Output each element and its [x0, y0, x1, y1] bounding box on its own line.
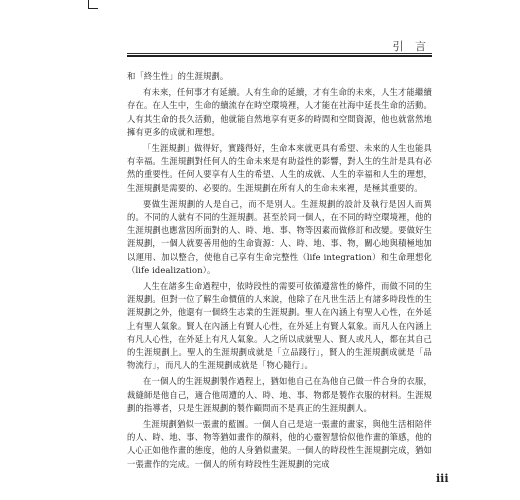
header-rule-thick: [127, 55, 432, 57]
paragraph: 「生涯規劃」做得好，實踐得好，生命本來就更具有希望、未來的人生也能具有幸福。生涯規劃對任何人的生命未來是有助益性的影響，對人生的生計是具有必然的重要性。任何人要享有人生的希望、人生的成就、人生的幸福和人生的理想，生涯規劃是需要的、必要的。生涯規劃在所有人的生命未來裡，是極其重要的。: [127, 143, 432, 193]
header-rule-thin: [127, 53, 432, 54]
paragraph: 人生在諸多生命過程中，依時段性的需要可依循遵當性的條件，而做不同的生涯規劃。但對一位了解生命價值的人來說，他除了在凡世生活上有諸多時段性的生涯規劃之外，他還有一個終生志業的生涯規劃。聖人在內涵上有聖人心性，在外延上有聖人氣象。賢人在內涵上有賢人心性，在外延上有賢人氣象。而凡人在內涵上有凡人心性，在外延上有凡人氣象。人之所以成就聖人、賢人或凡人，都在其自己的生涯規劃上。聖人的生涯規劃成就是「立品踐行」，賢人的生涯規劃成就是「品物流行」，而凡人的生涯規劃成就是「物心隨行」。: [127, 281, 432, 371]
running-header: 引 言: [392, 40, 430, 53]
body-text: [127, 70, 432, 474]
page-number: iii: [436, 472, 449, 485]
paragraph: 和「終生性」的生涯規劃。: [127, 71, 229, 81]
paragraph: 在一個人的生涯規劃製作過程上，猶如他自己在為他自己做一件合身的衣服，裁縫師是他自己，適合他周遭的人、時、地、事、物都是製作衣服的材料。生涯規劃的指導者，只是生涯規劃的製作顧問而不是真正的生涯規劃人。: [127, 376, 432, 413]
paragraph: 有未來，任何事才有延續。人有生命的延續，才有生命的未來，人生才能繼續存在。在人生中，生命的續流存在時空環境裡，人才能在社海中延長生命的活動。人有其生命的長久活動，他就能自然地享有更多的時間和空間資源，他也就當然地擁有更多的成就和理想。: [127, 87, 432, 137]
paragraph: 生涯規劃猶似一張畫的藍圖。一個人自己是這一張畫的畫家，與他生活相陪伴的人、時、地、事、物等猶如畫作的顏料，他的心靈智慧恰似他作畫的筆感，他的人心正如他作畫的態度，他的人身猶似畫架。一個人的時段性生涯規劃完成，猶如一張畫作的完成。一個人的所有時段性生涯規劃的完成: [127, 419, 432, 469]
crop-mark-horizontal: [88, 8, 98, 9]
paragraph: 要做生涯規劃的人是自己，而不是別人。生涯規劃的設計及執行是因人而異的。不同的人就有不同的生涯規劃。甚至於同一個人，在不同的時空環境裡，他的生涯規劃也應當因所面對的人、時、地、事、物等因素而做修訂和改變。要做好生涯規劃，一個人就要善用他的生命資源：人、時、地、事、物，關心地與積極地加以運用、加以整合，使他自己享有生命完整性（life integration）和生命理想化（life idealization）。: [127, 198, 432, 275]
